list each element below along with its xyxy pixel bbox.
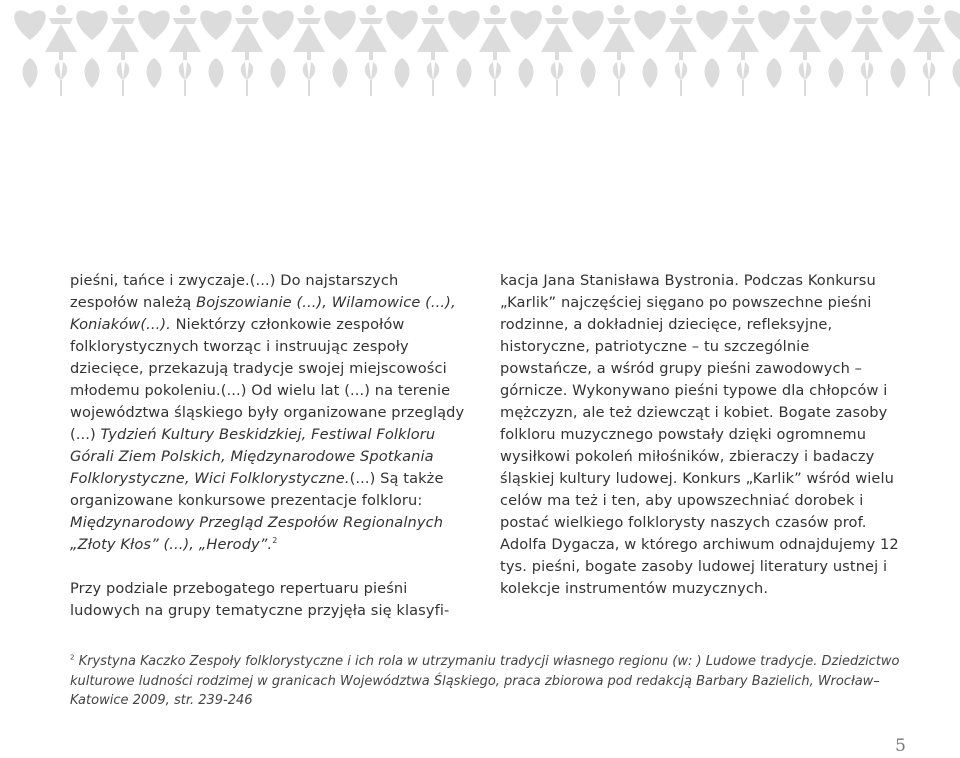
left-italic-run: Międzynarodowy Przegląd Zespołów Regionalnych „Złoty Kłos” (...), „Herody”. (70, 514, 444, 553)
footnote (70, 652, 900, 711)
right-text-column (500, 270, 900, 600)
folk-ornament-border-icon (0, 0, 960, 110)
left-italic-run: Tydzień Kultury Beskidzkiej, Festiwal Folkloru Górali Ziem Polskich, Międzynarodowe Spotkania Folklorystyczne, Wici Folklorystyczne. (70, 426, 436, 487)
left-text-run: pieśni, tańce i zwyczaje.(...) Do najstarszych zespołów należą (70, 272, 399, 311)
left-text-run: (...) Są także organizowane konkursowe prezentacje folkloru: (70, 470, 444, 509)
left-text-column (70, 270, 470, 622)
page-number: 5 (895, 736, 906, 756)
left-italic-run: Bojszowianie (...), Wilamowice (...), Koniaków(...). (70, 294, 456, 333)
left-paragraph-1 (70, 270, 470, 556)
left-paragraph-2: Przy podziale przebogatego repertuaru pieśni ludowych na grupy tematyczne przyjęła się klasyfi- (70, 580, 450, 619)
footnote-reference: 2 (272, 536, 278, 546)
footnote-number: 2 (70, 653, 75, 662)
left-text-run: Niektórzy członkowie zespołów folklorystycznych tworząc i instruując zespoły dziecięce, przekazują tradycje swojej miejscowości młodemu pokoleniu.(...) Od wielu lat (...) na terenie województwa śląskiego były organizowane przeglądy (...) (70, 316, 465, 443)
right-paragraph-1: kacja Jana Stanisława Bystronia. Podczas Konkursu „Karlik” najczęściej sięgano po powszechne pieśni rodzinne, a dokładniej dziecięce, refleksyjne, historyczne, patriotyczne – tu szczególnie powstańcze, a wśród grupy pieśni zawodowych – górnicze. Wykonywano pieśni typowe dla chłopców i mężczyzn, ale też dziewcząt i kobiet. Bogate zasoby folkloru muzycznego powstały dzięki ogromnemu wysiłkowi pokoleń miłośników, zbieraczy i badaczy śląskiej kultury ludowej. Konkurs „Karlik” wśród wielu celów ma też i ten, aby upowszechniać dorobek i postać wielkiego folklorysty naszych czasów prof. Adolfa Dygacza, w którego archiwum odnajdujemy 12 tys. pieśni, bogate zasoby ludowej literatury ustnej i kolekcje instrumentów muzycznych. (500, 272, 899, 597)
footnote-text: Krystyna Kaczko Zespoły folklorystyczne i ich rola w utrzymaniu tradycji własnego regionu (w: ) Ludowe tradycje. Dziedzictwo kulturowe ludności rodzimej w granicach Województwa Śląskiego, praca zbiorowa pod redakcją Barbary Bazielich, Wrocław– Katowice 2009, str. 239-246 (70, 654, 900, 708)
